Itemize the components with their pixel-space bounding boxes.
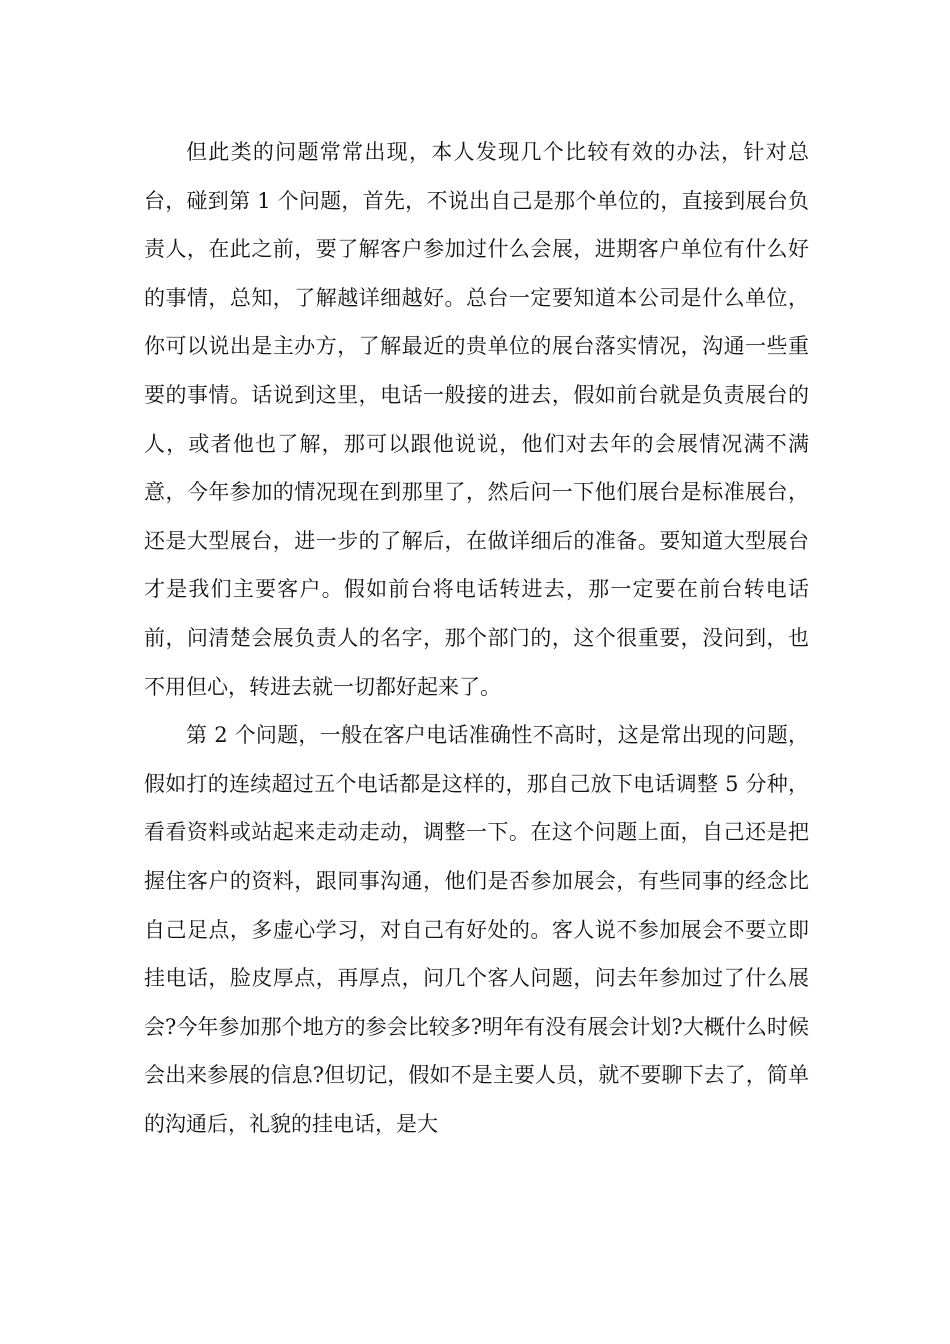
document-body [144,128,809,1148]
paragraph-1: 但此类的问题常常出现，本人发现几个比较有效的办法，针对总台，碰到第 1 个问题，首先，不说出自己是那个单位的，直接到展台负责人，在此之前，要了解客户参加过什么会展，进期客户单位有什么好的事情，总知，了解越详细越好。总台一定要知道本公司是什么单位，你可以说出是主办方，了解最近的贵单位的展台落实情况，沟通一些重要的事情。话说到这里，电话一般接的进去，假如前台就是负责展台的人，或者他也了解，那可以跟他说说，他们对去年的会展情况满不满意，今年参加的情况现在到那里了，然后问一下他们展台是标准展台，还是大型展台，进一步的了解后，在做详细后的准备。要知道大型展台才是我们主要客户。假如前台将电话转进去，那一定要在前台转电话前，问清楚会展负责人的名字，那个部门的，这个很重要，没问到，也不用但心，转进去就一切都好起来了。 [144,140,809,699]
paragraph-2: 第 2 个问题，一般在客户电话准确性不高时，这是常出现的问题，假如打的连续超过五个电话都是这样的，那自己放下电话调整 5 分种，看看资料或站起来走动走动，调整一下。在这个问题上面，自己还是把握住客户的资料，跟同事沟通，他们是否参加展会，有些同事的经念比自己足点，多虚心学习，对自己有好处的。客人说不参加展会不要立即挂电话，脸皮厚点，再厚点，问几个客人问题，问去年参加过了什么展会?今年参加那个地方的参会比较多?明年有没有展会计划?大概什么时候会出来参展的信息?但切记，假如不是主要人员，就不要聊下去了，简单的沟通后，礼貌的挂电话，是大 [144,723,809,1136]
